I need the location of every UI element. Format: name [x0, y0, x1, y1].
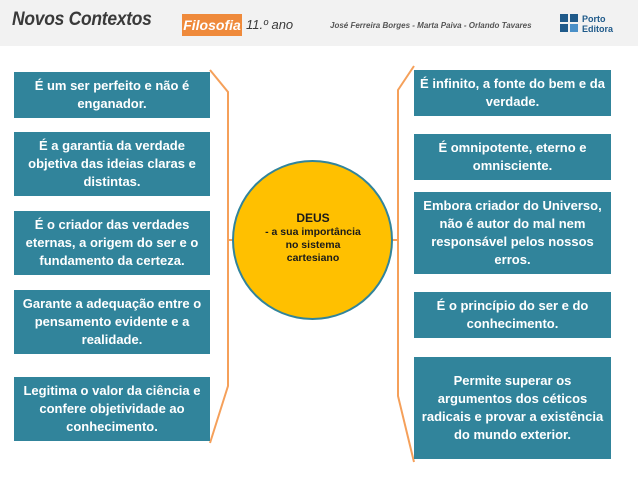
brand-title: Novos Contextos	[12, 9, 152, 30]
left-bracket	[210, 70, 228, 443]
right-item-4: É o princípio do ser e do conhecimento.	[414, 292, 611, 338]
subject-badge: Filosofia	[182, 14, 242, 36]
publisher-name: Porto Editora	[582, 14, 614, 34]
left-item-1: É um ser perfeito e não é enganador.	[14, 72, 210, 118]
school-year: 11.º ano	[246, 17, 294, 32]
right-item-2: É omnipotente, eterno e omnisciente.	[414, 134, 611, 180]
right-item-5: Permite superar os argumentos dos céticos radicais e provar a existência do mundo exterior.	[414, 357, 611, 459]
left-item-2: É a garantia da verdade objetiva das ideias claras e distintas.	[14, 132, 210, 196]
center-title: DEUS	[296, 211, 330, 225]
center-subtitle: - a sua importância no sistema cartesiano	[265, 226, 361, 264]
left-item-5: Legitima o valor da ciência e confere objetividade ao conhecimento.	[14, 377, 210, 441]
left-item-3: É o criador das verdades eternas, a origem do ser e o fundamento da certeza.	[14, 211, 210, 275]
right-bracket	[398, 66, 414, 462]
right-item-1: É infinito, a fonte do bem e da verdade.	[414, 70, 611, 116]
authors: José Ferreira Borges - Marta Paiva - Orlando Tavares	[330, 21, 532, 30]
left-item-4: Garante a adequação entre o pensamento evidente e a realidade.	[14, 290, 210, 354]
center-label	[262, 211, 364, 265]
right-item-3: Embora criador do Universo, não é autor do mal nem responsável pelos nossos erros.	[414, 192, 611, 274]
